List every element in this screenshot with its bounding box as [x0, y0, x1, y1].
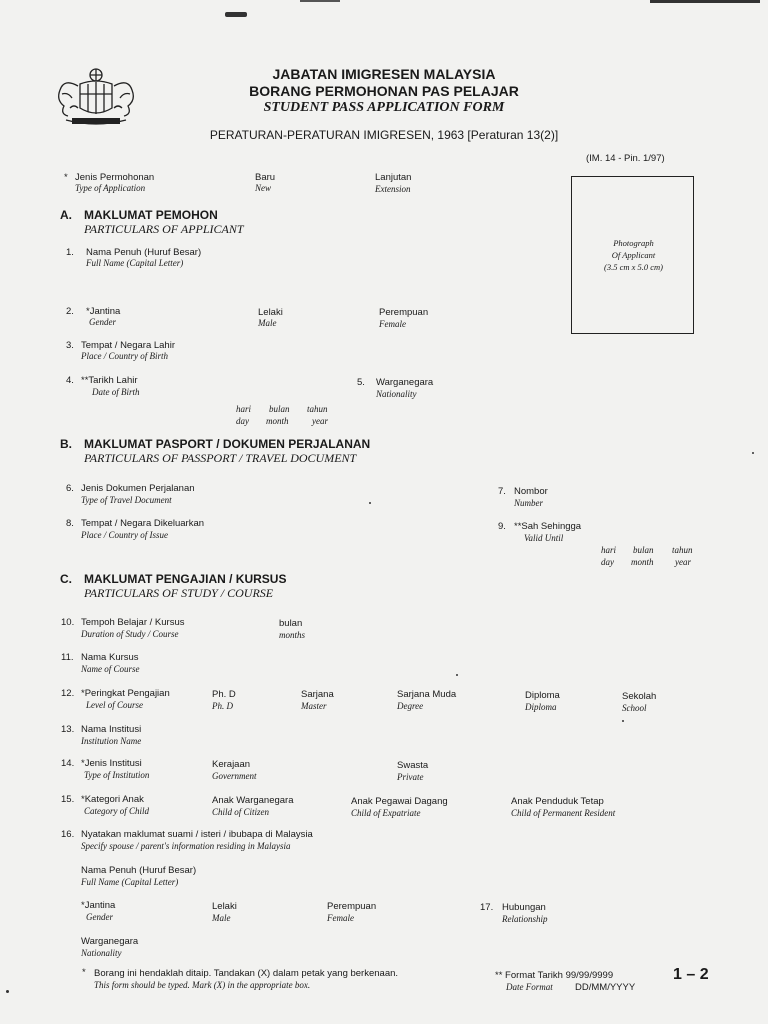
spouse-nationality-label-en: Nationality: [81, 948, 122, 958]
valid-month-ms: bulan: [633, 545, 654, 555]
scan-mark: [225, 12, 247, 17]
child-expatriate-option-en: Child of Expatriate: [351, 808, 421, 818]
institution-name-label-en: Institution Name: [81, 736, 142, 746]
date-format-value: DD/MM/YYYY: [575, 982, 636, 993]
title-borang: BORANG PERMOHONAN PAS PELAJAR: [249, 83, 519, 99]
doc-number-label: Nombor: [514, 486, 548, 497]
spouse-full-name-label: Nama Penuh (Huruf Besar): [81, 865, 197, 876]
gender-label-en: Gender: [89, 317, 116, 327]
level-school-option-en: School: [622, 703, 647, 713]
footer-note: Borang ini hendaklah ditaip. Tandakan (X) dalam petak yang berkenaan.: [94, 968, 399, 979]
spouse-parent-info-label: Nyatakan maklumat suami / isteri / ibubapa di Malaysia: [81, 829, 313, 840]
field-number: 10.: [61, 617, 75, 628]
section-c-title-en: PARTICULARS OF STUDY / COURSE: [84, 586, 274, 600]
institution-private-option-en: Private: [397, 772, 424, 782]
field-number: 2.: [66, 306, 74, 317]
photo-label-2: Of Applicant: [611, 250, 656, 260]
spouse-gender-label: *Jantina: [81, 900, 116, 911]
field-number: 12.: [61, 688, 75, 699]
level-diploma-option-en: Diploma: [525, 702, 557, 712]
relationship-label: Hubungan: [502, 902, 546, 913]
spouse-female-option[interactable]: Perempuan: [327, 901, 377, 912]
dob-day-en: day: [236, 416, 249, 426]
course-name-label: Nama Kursus: [81, 652, 139, 663]
scan-speck: [622, 720, 624, 722]
option-extension-en: Extension: [375, 184, 411, 194]
study-duration-label: Tempoh Belajar / Kursus: [81, 617, 185, 628]
scan-speck: [6, 990, 9, 993]
institution-government-option[interactable]: Kerajaan: [212, 759, 251, 770]
gender-female-option-en: Female: [379, 319, 406, 329]
course-level-label-en: Level of Course: [86, 700, 143, 710]
nationality-label-en: Nationality: [376, 389, 417, 399]
bullet: *: [64, 172, 68, 183]
field-number: 14.: [61, 758, 75, 769]
footer-bullet: *: [82, 967, 86, 978]
course-level-label: *Peringkat Pengajian: [81, 688, 170, 699]
label: Jenis Permohonan: [75, 172, 155, 183]
child-citizen-option-en: Child of Citizen: [212, 807, 270, 817]
gender-male-option-en: Male: [258, 318, 277, 328]
date-of-birth-label-en: Date of Birth: [92, 387, 140, 397]
option-new[interactable]: Baru: [255, 172, 276, 183]
travel-doc-type-label-en: Type of Travel Document: [81, 495, 172, 505]
institution-name-label: Nama Institusi: [81, 724, 142, 735]
place-of-issue-label-en: Place / Country of Issue: [81, 530, 168, 540]
regulation-line: PERATURAN-PERATURAN IMIGRESEN, 1963 [Peraturan 13(2)]: [209, 128, 559, 142]
field-number: 13.: [61, 724, 75, 735]
travel-doc-type-label: Jenis Dokumen Perjalanan: [81, 483, 195, 494]
child-citizen-option[interactable]: Anak Warganegara: [212, 795, 294, 806]
spouse-nationality-label: Warganegara: [81, 936, 139, 947]
level-degree-option-en: Degree: [397, 701, 424, 711]
section-b-title: MAKLUMAT PASPORT / DOKUMEN PERJALANAN: [84, 437, 371, 451]
child-permanent-resident-option-en: Child of Permanent Resident: [511, 808, 616, 818]
option-new-en: New: [255, 183, 272, 193]
section-a-title-en: PARTICULARS OF APPLICANT: [84, 222, 244, 236]
gender-male-option[interactable]: Lelaki: [258, 307, 283, 318]
valid-year-en: year: [675, 557, 691, 567]
gender-female-option[interactable]: Perempuan: [379, 307, 429, 318]
scan-speck: [456, 674, 458, 676]
field-number: 8.: [66, 518, 74, 529]
section-b-letter: B.: [60, 437, 72, 451]
study-duration-label-en: Duration of Study / Course: [81, 629, 179, 639]
photo-box[interactable]: [571, 176, 694, 334]
scan-speck: [752, 452, 754, 454]
level-phd-option-en: Ph. D: [212, 701, 233, 711]
valid-day-ms: hari: [601, 545, 617, 555]
section-a-letter: A.: [60, 208, 72, 222]
scan-mark: [650, 0, 760, 3]
child-category-label-en: Category of Child: [84, 806, 149, 816]
date-of-birth-label: **Tarikh Lahir: [81, 375, 138, 386]
section-a-title: MAKLUMAT PEMOHON: [84, 208, 218, 222]
level-degree-option[interactable]: Sarjana Muda: [397, 689, 457, 700]
dob-year-en: year: [312, 416, 328, 426]
full-name-label-en: Full Name (Capital Letter): [86, 258, 184, 268]
scan-mark: [300, 0, 340, 2]
field-number: 1.: [66, 247, 74, 258]
spouse-female-option-en: Female: [327, 913, 354, 923]
child-category-label: *Kategori Anak: [81, 794, 144, 805]
form-code: (IM. 14 - Pin. 1/97): [586, 153, 665, 164]
valid-day-en: day: [601, 557, 614, 567]
footer-note-en: This form should be typed. Mark (X) in the appropriate box.: [94, 980, 311, 990]
section-c-title: MAKLUMAT PENGAJIAN / KURSUS: [84, 572, 287, 586]
date-format-label: ** Format Tarikh 99/99/9999: [495, 970, 614, 981]
duration-unit: bulan: [279, 618, 303, 629]
valid-year-ms: tahun: [672, 545, 693, 555]
dob-month-en: month: [266, 416, 289, 426]
label-en: Type of Application: [75, 183, 146, 193]
field-number: 3.: [66, 340, 74, 351]
place-of-birth-label: Tempat / Negara Lahir: [81, 340, 175, 351]
section-c-letter: C.: [60, 572, 72, 586]
spouse-male-option-en: Male: [212, 913, 231, 923]
spouse-full-name-label-en: Full Name (Capital Letter): [81, 877, 179, 887]
relationship-label-en: Relationship: [502, 914, 548, 924]
level-phd-option[interactable]: Ph. D: [212, 689, 236, 700]
field-number: 9.: [498, 521, 506, 532]
page-number: 1 – 2: [673, 966, 709, 983]
section-b-title-en: PARTICULARS OF PASSPORT / TRAVEL DOCUMENT: [84, 451, 357, 465]
valid-until-label-en: Valid Until: [524, 533, 564, 543]
valid-month-en: month: [631, 557, 654, 567]
field-number: 4.: [66, 375, 74, 386]
valid-until-label: **Sah Sehingga: [514, 521, 582, 532]
level-diploma-option[interactable]: Diploma: [525, 690, 560, 701]
title-english: STUDENT PASS APPLICATION FORM: [263, 100, 505, 115]
field-number: 7.: [498, 486, 506, 497]
scan-speck: [369, 502, 371, 504]
field-number: 5.: [357, 377, 365, 388]
field-number: 15.: [61, 794, 75, 805]
level-master-option-en: Master: [301, 701, 327, 711]
institution-type-label-en: Type of Institution: [84, 770, 150, 780]
doc-number-label-en: Number: [514, 498, 543, 508]
title-jabatan: JABATAN IMIGRESEN MALAYSIA: [272, 66, 496, 82]
institution-private-option[interactable]: Swasta: [397, 760, 429, 771]
spouse-male-option[interactable]: Lelaki: [212, 901, 237, 912]
full-name-label: Nama Penuh (Huruf Besar): [86, 247, 202, 258]
institution-government-option-en: Government: [212, 771, 257, 781]
place-of-birth-label-en: Place / Country of Birth: [81, 351, 168, 361]
spouse-gender-label-en: Gender: [86, 912, 113, 922]
field-number: 6.: [66, 483, 74, 494]
photo-label-3: (3.5 cm x 5.0 cm): [603, 262, 663, 272]
gender-label: *Jantina: [86, 306, 121, 317]
date-format-label-en: Date Format: [506, 982, 553, 992]
place-of-issue-label: Tempat / Negara Dikeluarkan: [81, 518, 205, 529]
spouse-parent-info-label-en: Specify spouse / parent's information residing in Malaysia: [81, 841, 291, 851]
level-master-option[interactable]: Sarjana: [301, 689, 334, 700]
child-permanent-resident-option[interactable]: Anak Penduduk Tetap: [511, 796, 604, 807]
option-extension[interactable]: Lanjutan: [375, 172, 412, 183]
course-name-label-en: Name of Course: [81, 664, 140, 674]
child-expatriate-option[interactable]: Anak Pegawai Dagang: [351, 796, 448, 807]
field-number: 11.: [61, 652, 74, 663]
field-number: 17.: [480, 902, 494, 913]
dob-day-ms: hari: [236, 404, 252, 414]
dob-year-ms: tahun: [307, 404, 328, 414]
nationality-label: Warganegara: [376, 377, 434, 388]
photo-label-1: Photograph: [613, 238, 654, 248]
institution-type-label: *Jenis Institusi: [81, 758, 142, 769]
level-school-option[interactable]: Sekolah: [622, 691, 657, 702]
dob-month-ms: bulan: [269, 404, 290, 414]
duration-unit-en: months: [279, 630, 306, 640]
field-number: 16.: [61, 829, 75, 840]
